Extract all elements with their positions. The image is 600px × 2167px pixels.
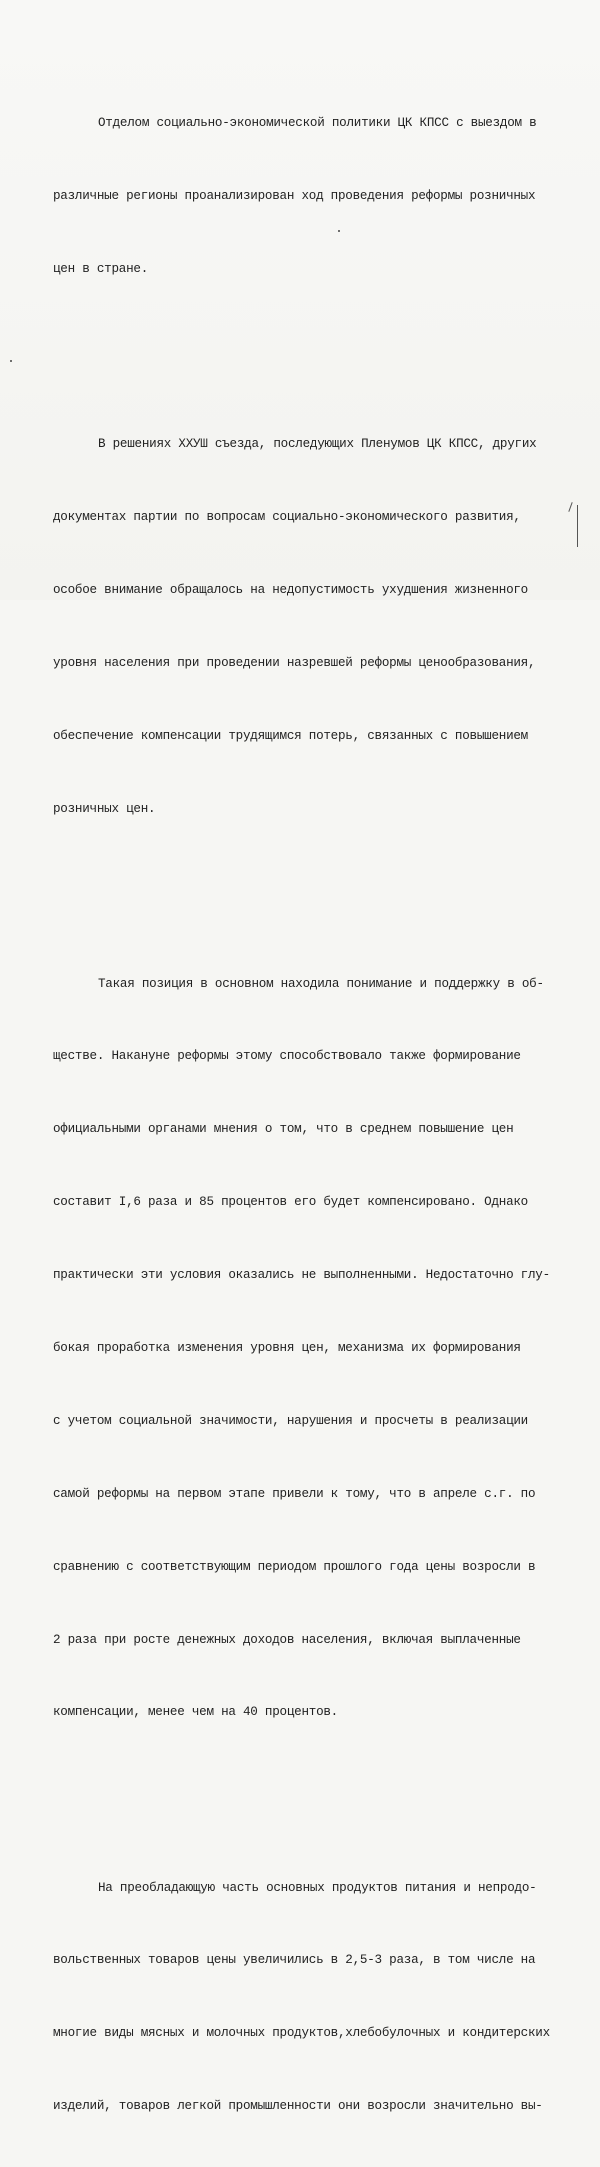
text-line: Такая позиция в основном находила понимание и поддержку в об- xyxy=(98,976,544,991)
text-line: Отделом социально-экономической политики ЦК КПСС с выездом в xyxy=(98,116,537,131)
text-line: В решениях ХХУШ съезда, последующих Пленумов ЦК КПСС, других xyxy=(98,437,537,452)
text-line: вольственных товаров цены увеличились в 2,5-3 раза, в том числе на xyxy=(53,1953,536,1968)
text-line: компенсации, менее чем на 40 процентов. xyxy=(53,1705,338,1720)
text-line: с учетом социальной значимости, нарушения и просчеты в реализации xyxy=(53,1413,528,1428)
text-line: розничных цен. xyxy=(53,801,156,816)
text-line: 2 раза при росте денежных доходов населения, включая выплаченные xyxy=(53,1632,521,1647)
text-line: уровня населения при проведении назревшей реформы ценообразования, xyxy=(53,655,536,670)
paper-speck xyxy=(10,360,12,362)
text-line: На преобладающую часть основных продуктов питания и непродо- xyxy=(98,1880,537,1895)
text-line: изделий, товаров легкой промышленности они возросли значительно вы- xyxy=(53,2099,543,2114)
text-line: цен в стране. xyxy=(53,261,148,276)
text-line: составит I,6 раза и 85 процентов его будет компенсировано. Однако xyxy=(53,1195,528,1210)
text-line: самой реформы на первом этапе привели к тому, что в апреле с.г. по xyxy=(53,1486,536,1501)
text-line: бокая проработка изменения уровня цен, механизма их формирования xyxy=(53,1341,521,1356)
text-line: сравнению с соответствующим периодом прошлого года цены возросли в xyxy=(53,1559,536,1574)
paper-speck xyxy=(338,230,340,232)
text-line: различные регионы проанализирован ход проведения реформы розничных xyxy=(53,189,536,204)
text-line: особое внимание обращалось на недопустимость ухудшения жизненного xyxy=(53,582,528,597)
text-line: практически эти условия оказались не выполненными. Недостаточно глу- xyxy=(53,1268,550,1283)
text-line: обеспечение компенсации трудящимся потерь, связанных с повышением xyxy=(53,728,528,743)
text-line: документах партии по вопросам социально-экономического развития, xyxy=(53,509,521,524)
margin-pencil-mark xyxy=(577,505,578,547)
document-body xyxy=(53,14,598,2167)
text-line: ществе. Накануне реформы этому способствовало также формирование xyxy=(53,1049,521,1064)
text-line: официальными органами мнения о том, что в среднем повышение цен xyxy=(53,1122,514,1137)
text-line: многие виды мясных и молочных продуктов,хлебобулочных и кондитерских xyxy=(53,2026,550,2041)
